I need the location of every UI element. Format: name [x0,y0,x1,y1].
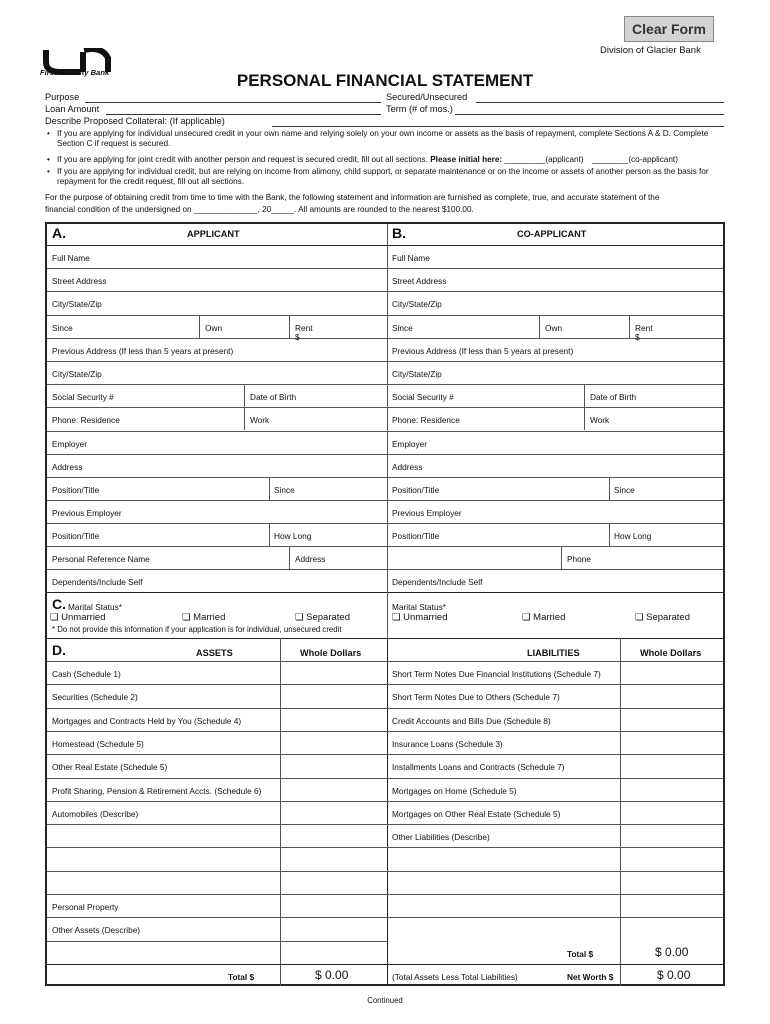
term-field[interactable] [455,114,724,115]
a-unmarried-checkbox[interactable]: ❏ Unmarried [50,612,106,623]
a-address-label: Address [52,462,83,472]
net-worth-note: (Total Assets Less Total Liabilities) [392,972,518,982]
a-employer-label: Employer [52,439,88,449]
a-dependents-label: Dependents/Include Self [52,577,143,587]
section-d-letter: D. [52,642,66,658]
liability-value-field[interactable] [624,692,722,704]
b-dependents-label: Dependents/Include Self [392,577,483,587]
a-city-label: City/State/Zip [52,299,102,309]
asset-value-field[interactable] [284,762,386,774]
asset-row-label: Other Assets (Describe) [52,925,141,936]
b-dob-label: Date of Birth [590,392,637,402]
b-since-label: Since [392,323,413,333]
financial-statement-form [45,222,725,986]
b-position-label: Position/Title [392,485,440,495]
term-label: Term (# of mos.) [386,104,453,114]
section-b-letter: B. [392,225,406,241]
liability-row-label: Short Term Notes Due Financial Institutions (Schedule 7) [392,669,601,679]
a-own-label: Own [205,323,223,333]
initial-here-label: Please initial here: [430,155,503,164]
asset-value-field[interactable] [284,902,386,914]
page-title: PERSONAL FINANCIAL STATEMENT [236,71,534,90]
b-since2-label: Since [614,485,635,495]
b-city-label: City/State/Zip [392,299,442,309]
coapplicant-heading: CO-APPLICANT [517,229,587,239]
b-full-name-label: Full Name [392,253,430,263]
a-work-label: Work [250,415,270,425]
a-dob-label: Date of Birth [250,392,297,402]
liability-row-label: Credit Accounts and Bills Due (Schedule 8) [392,715,551,726]
applicant-heading: APPLICANT [187,229,240,239]
liability-value-field[interactable] [624,762,722,774]
liability-value-field[interactable] [624,809,722,821]
liability-value-field[interactable] [624,786,722,798]
liability-row-label: Mortgages on Home (Schedule 5) [392,785,517,796]
b-unmarried-checkbox[interactable]: ❏ Unmarried [392,612,448,623]
asset-row-label: Mortgages and Contracts Held by You (Schedule 4) [52,715,242,726]
bullet-joint-text: If you are applying for joint credit with another person and request is secured credit, fill out all sections. [57,155,428,164]
bullet-joint [45,155,737,165]
division-text: Division of Glacier Bank [600,45,701,56]
b-rent-label: Rent [635,323,653,333]
asset-row-label: Personal Property [52,902,119,912]
b-prev-address-label: Previous Address (If less than 5 years at present) [392,346,574,356]
liabilities-heading: LIABILITIES [527,648,580,658]
b-how-long-label: How Long [614,531,652,541]
a-street-label: Street Address [52,276,107,286]
b-work-label: Work [590,415,610,425]
a-married-checkbox[interactable]: ❏ Married [182,612,226,623]
section-c-letter: C. [52,596,66,612]
liability-row-label: Other Liabilities (Describe) [392,832,490,843]
b-ssn-label: Social Security # [392,392,454,402]
assets-total-label: Total $ [228,972,255,982]
a-position-label: Position/Title [52,485,100,495]
liability-row-label: Short Term Notes Due to Others (Schedule 7) [392,692,560,703]
asset-row-label: Securities (Schedule 2) [52,692,138,703]
asset-value-field[interactable] [284,716,386,728]
a-separated-checkbox[interactable]: ❏ Separated [295,612,350,623]
b-separated-checkbox[interactable]: ❏ Separated [635,612,690,623]
clear-form-button[interactable]: Clear Form [624,16,714,42]
b-own-label: Own [545,323,563,333]
intro-paragraph-2: financial condition of the undersigned on ______________, 20_____. All amounts are rounded to the nearest $100.00. [45,205,474,214]
c-note: * Do not provide this information if your application is for individual, unsecured credit [52,625,342,634]
liability-value-field[interactable] [624,832,722,844]
b-city2-label: City/State/Zip [392,369,442,379]
a-since2-label: Since [274,485,295,495]
a-phone-label: Phone: Residence [52,415,120,425]
asset-value-field[interactable] [284,832,386,844]
b-married-checkbox[interactable]: ❏ Married [522,612,566,623]
secured-field[interactable] [476,102,724,103]
a-city2-label: City/State/Zip [52,369,102,379]
asset-value-field[interactable] [284,809,386,821]
asset-value-field[interactable] [284,669,386,681]
asset-value-field[interactable] [284,879,386,891]
assets-total-value[interactable]: $ 0.00 [315,968,349,982]
bullet-individual: • If you are applying for individual unsecured credit in your own name and relying solely on your own income or assets as the basis of repayment, complete Sections A & D. Complete Section C if request is secured. [45,129,725,150]
asset-value-field[interactable] [284,925,386,937]
b-rent-dollar: $ [635,332,640,342]
bank-name: First Security Bank [40,68,110,77]
c-marital-label: Marital Status* [68,602,122,612]
secured-label: Secured/Unsecured [386,92,468,102]
a-full-name-label: Full Name [52,253,90,263]
a-rent-label: Rent [295,323,313,333]
b-phone-label: Phone: Residence [392,415,460,425]
purpose-field[interactable] [85,102,381,103]
reference-name-label: Personal Reference Name [52,554,150,564]
coapplicant-initial-field[interactable]: ________(co-applicant) [591,155,678,164]
asset-row-label: Other Real Estate (Schedule 5) [52,762,168,773]
loan-amount-field[interactable] [106,114,381,115]
a-position2-label: Position/Title [52,531,100,541]
a-how-long-label: How Long [274,531,312,541]
liability-row-label: Insurance Loans (Schedule 3) [392,738,503,749]
a-prev-address-label: Previous Address (If less than 5 years at present) [52,346,234,356]
asset-value-field[interactable] [284,692,386,704]
net-worth-value[interactable]: $ 0.00 [657,968,691,982]
liabilities-total-value[interactable]: $ 0.00 [655,945,689,959]
b-marital-label: Marital Status* [392,602,446,612]
assets-whole-dollars-heading: Whole Dollars [300,648,362,658]
a-since-label: Since [52,323,73,333]
applicant-initial-field[interactable]: _________(applicant) [504,155,584,164]
collateral-label: Describe Proposed Collateral: (If applicable) [45,116,225,126]
intro-paragraph-1: For the purpose of obtaining credit from time to time with the Bank, the following statement and information are furnished as complete, true, and accurate statement of the [45,193,660,202]
reference-phone-label: Phone [567,554,591,564]
b-address-label: Address [392,462,423,472]
a-rent-dollar: $ [295,332,300,342]
b-prev-employer-label: Previous Employer [392,508,462,518]
b-employer-label: Employer [392,439,428,449]
b-position2-label: Position/Title [392,531,440,541]
liability-row-label: Installments Loans and Contracts (Schedule 7) [392,762,565,773]
a-prev-employer-label: Previous Employer [52,508,122,518]
net-worth-label: Net Worth $ [567,972,614,982]
reference-address-label: Address [295,554,326,564]
asset-row-label: Homestead (Schedule 5) [52,738,144,749]
assets-heading: ASSETS [196,648,233,658]
asset-value-field[interactable] [284,855,386,867]
asset-row-label: Profit Sharing, Pension & Retirement Accts. (Schedule 6) [52,785,262,796]
loan-amount-label: Loan Amount [45,104,100,114]
liabilities-total-label: Total $ [567,949,594,959]
collateral-field[interactable] [272,126,724,127]
asset-row-label: Cash (Schedule 1) [52,669,121,679]
purpose-label: Purpose [45,92,80,102]
liability-value-field[interactable] [624,716,722,728]
asset-value-field[interactable] [284,739,386,751]
liabilities-whole-dollars-heading: Whole Dollars [640,648,702,658]
liability-value-field[interactable] [624,669,722,681]
section-a-letter: A. [52,225,66,241]
liability-row-label: Mortgages on Other Real Estate (Schedule 5) [392,808,561,819]
liability-value-field[interactable] [624,739,722,751]
asset-row-label: Automobiles (Describe) [52,808,139,819]
a-ssn-label: Social Security # [52,392,114,402]
asset-value-field[interactable] [284,786,386,798]
continued-text: Continued [367,996,403,1005]
b-street-label: Street Address [392,276,447,286]
bullet-alimony: • If you are applying for individual credit, but are relying on income from alimony, child support, or separate maintenance or on the income or assets of another person as the basis for repayment for the credit request, fill out all sections. [45,167,725,188]
